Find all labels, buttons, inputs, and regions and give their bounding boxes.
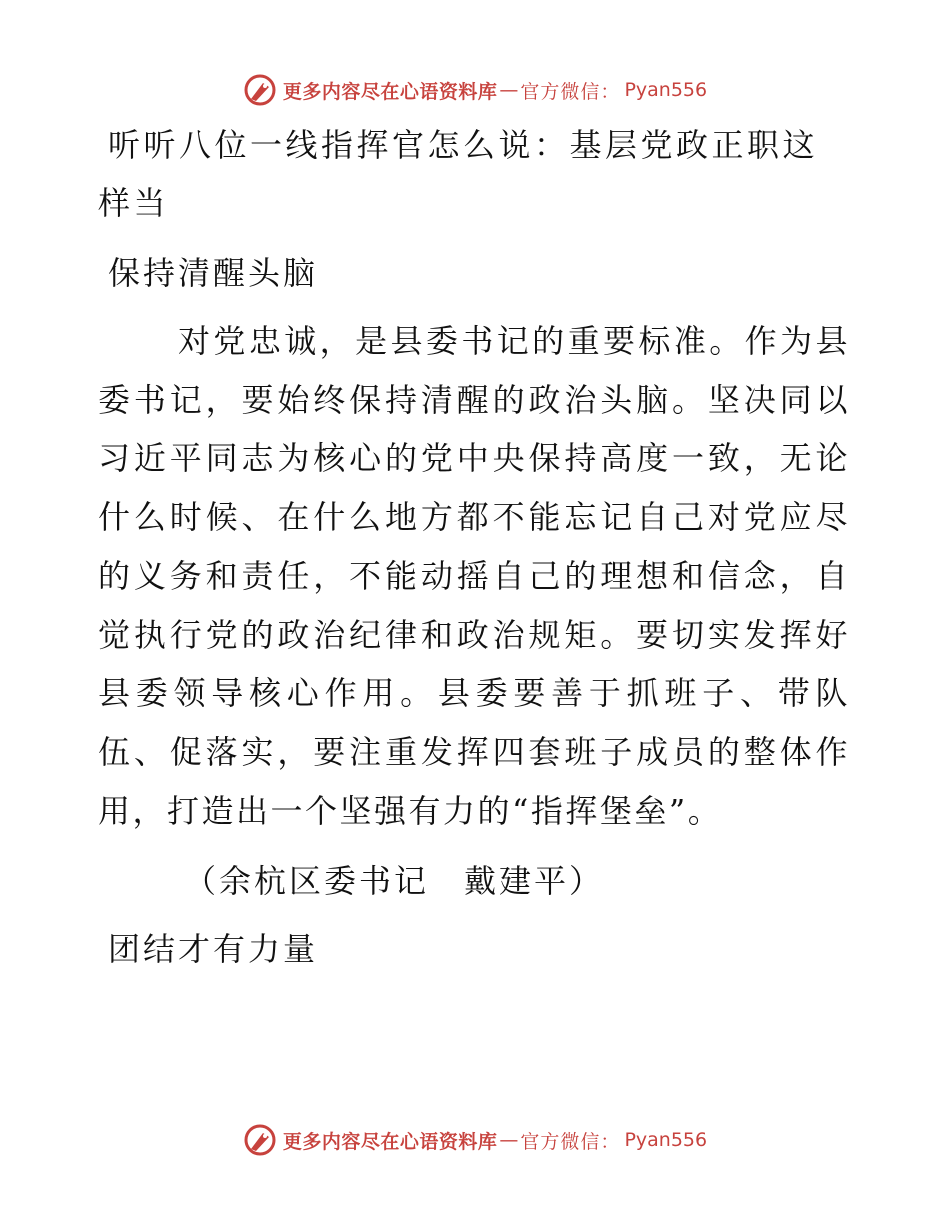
banner-separator: —	[499, 79, 519, 101]
banner-separator: —	[499, 1129, 519, 1151]
banner-wechat-id: Pyan556	[624, 79, 708, 101]
header-banner	[0, 70, 950, 110]
document-title: 听听八位一线指挥官怎么说：基层党政正职这样当	[98, 126, 819, 222]
document-body	[98, 116, 850, 980]
pen-nib-logo-icon	[243, 73, 277, 107]
banner-wechat-label: 官方微信：	[520, 80, 621, 103]
banner-main-text: 更多内容尽在心语资料库	[282, 1130, 498, 1153]
banner-main-text: 更多内容尽在心语资料库	[282, 80, 498, 103]
footer-banner	[0, 1120, 950, 1160]
section-heading: 团结才有力量	[108, 930, 319, 969]
section-paragraph: 对党忠诚，是县委书记的重要标准。作为县委书记，要始终保持清醒的政治头脑。坚决同以习近平同志为核心的党中央保持高度一致，无论什么时候、在什么地方都不能忘记自己对党应尽的义务和责任，不能动摇自己的理想和信念，自觉执行党的政治纪律和政治规矩。要切实发挥好县委领导核心作用。县委要善于抓班子、带队伍、促落实，要注重发挥四套班子成员的整体作用，打造出一个坚强有力的“指挥堡垒”。	[98, 322, 850, 830]
pen-nib-logo-icon	[243, 1123, 277, 1157]
author-signature: （余杭区委书记 戴建平）	[184, 862, 605, 901]
banner-wechat-label: 官方微信：	[520, 1130, 621, 1153]
banner-wechat-id: Pyan556	[624, 1129, 708, 1151]
section-heading: 保持清醒头脑	[108, 254, 319, 292]
